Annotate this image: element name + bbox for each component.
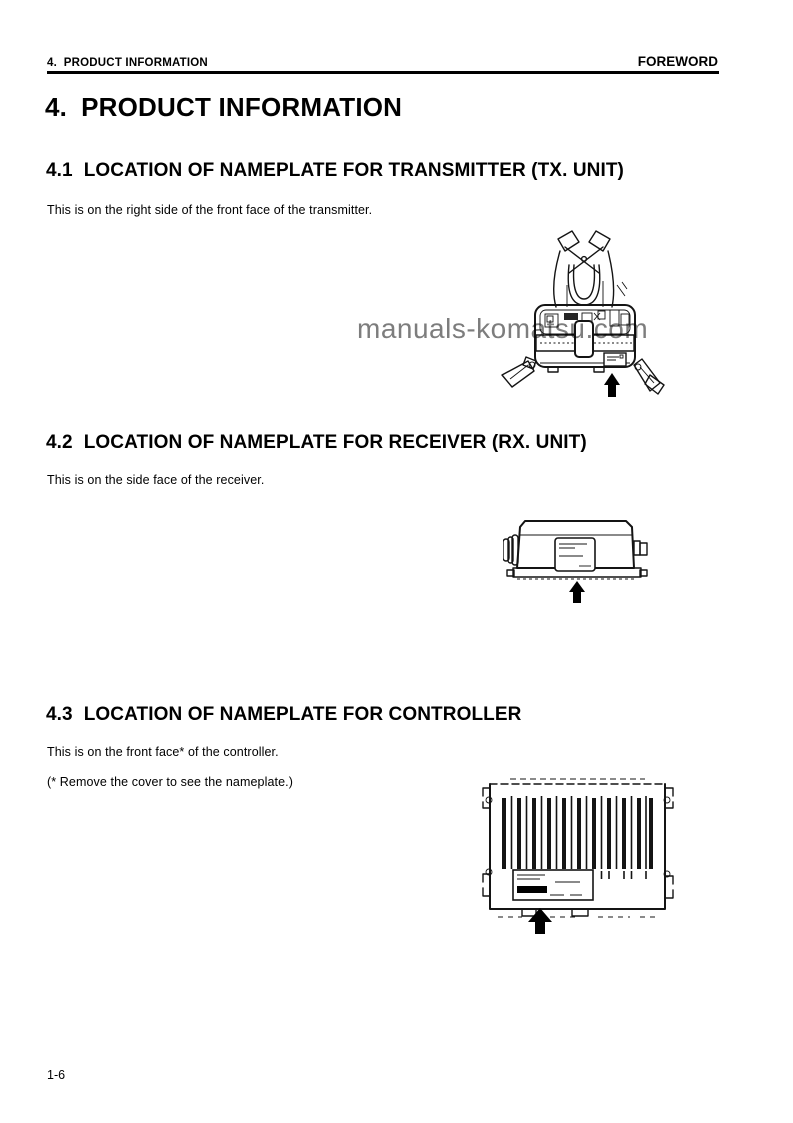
transmitter-harness xyxy=(554,231,627,307)
header-rule xyxy=(47,71,719,74)
section-heading-4-1 xyxy=(46,160,624,182)
controller-fins xyxy=(504,796,651,879)
up-arrow-icon xyxy=(569,581,585,603)
up-arrow-icon xyxy=(528,908,552,934)
section-body-4-3: This is on the front face* of the controller. xyxy=(47,745,279,759)
controller-figure xyxy=(480,776,680,934)
receiver-right-connector xyxy=(634,541,647,555)
page-title xyxy=(45,92,402,123)
page-title-text: PRODUCT INFORMATION xyxy=(81,92,403,122)
section-title: LOCATION OF NAMEPLATE FOR TRANSMITTER (TX. UNIT) xyxy=(83,160,624,181)
section-heading-4-3 xyxy=(46,704,521,726)
section-body-4-1: This is on the right side of the front face of the transmitter. xyxy=(47,203,373,217)
transmitter-figure xyxy=(498,225,670,397)
running-header-left: 4. PRODUCT INFORMATION xyxy=(47,57,208,69)
section-number: 4.2 xyxy=(46,432,73,453)
receiver-nameplate xyxy=(555,538,595,571)
page-title-number: 4. xyxy=(45,92,68,122)
page-number: 1-6 xyxy=(47,1068,66,1082)
watermark: manuals-komatsu.com xyxy=(357,313,649,344)
section-title: LOCATION OF NAMEPLATE FOR CONTROLLER xyxy=(83,704,522,725)
transmitter-nameplate xyxy=(604,353,626,366)
running-header-right: FOREWORD xyxy=(637,54,718,69)
section-note-4-3: (* Remove the cover to see the nameplate.) xyxy=(47,775,293,789)
controller-nameplate xyxy=(513,870,593,900)
section-body-4-2: This is on the side face of the receiver. xyxy=(47,473,265,487)
receiver-figure xyxy=(503,513,658,605)
transmitter-straps xyxy=(502,357,664,394)
up-arrow-icon xyxy=(604,373,620,397)
section-heading-4-2 xyxy=(46,432,587,454)
section-number: 4.1 xyxy=(46,160,73,181)
receiver-left-connector xyxy=(503,535,518,565)
section-title: LOCATION OF NAMEPLATE FOR RECEIVER (RX. UNIT) xyxy=(83,432,587,453)
section-number: 4.3 xyxy=(46,704,73,725)
